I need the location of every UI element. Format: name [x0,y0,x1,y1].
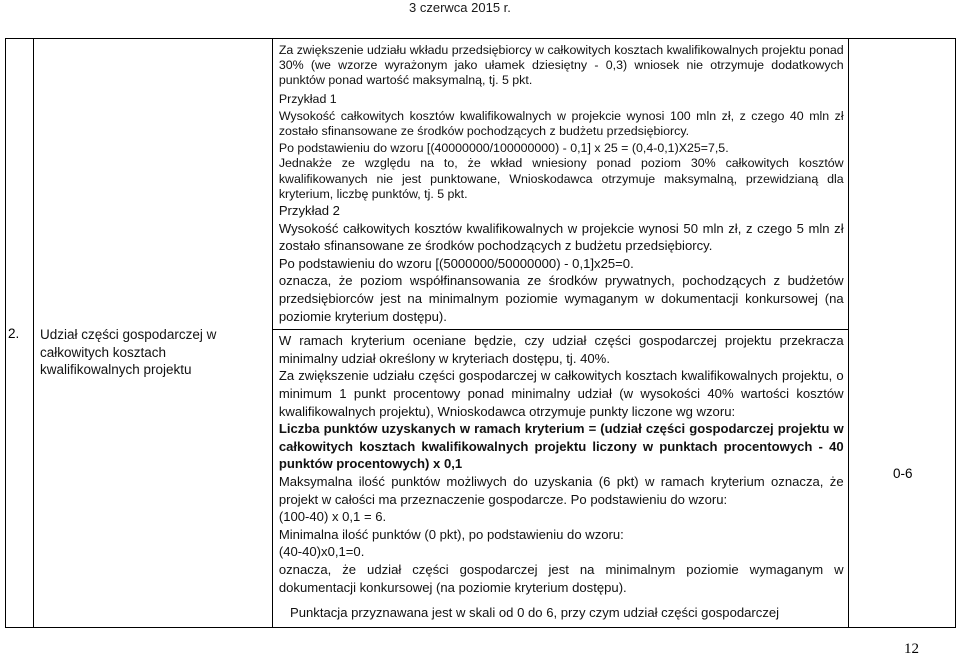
example2-formula: Po podstawieniu do wzoru [(5000000/50000000) - 0,1]x25=0. [278,255,634,271]
example2-heading: Przykład 2 [278,203,340,219]
main-paragraph-1: W ramach kryterium oceniane będzie, czy udział części gospodarczej projektu przekracza minimalny udział określony w kryteriach dostępu, tj. 40%. [273,329,848,367]
example1-formula: Po podstawieniu do wzoru [(40000000/100000000) - 0,1] x 25 = (0,4-0,1)X25=7,5. [278,141,729,156]
max-points-text: Maksymalna ilość punktów możliwych do uzyskania (6 pkt) w ramach kryterium oznacza, że projekt w całości ma przeznaczenie gospodarcze. Po podstawieniu do wzoru: [278,473,844,507]
max-points-calc: (100-40) x 0,1 = 6. [278,509,387,525]
min-points-conclusion: oznacza, że udział części gospodarczej jest na minimalnym poziomie wymaganym w dokumentacji konkursowej (na poziomie kryterium dostępu). [278,561,844,595]
points-range: 0-6 [893,466,913,481]
description-cell [272,39,848,628]
example1-heading: Przykład 1 [278,91,337,106]
row-number: 2. [8,326,20,341]
example1-text: Wysokość całkowitych kosztów kwalifikowalnych w projekcie wynosi 100 mln zł, z czego 40 mln zł zostało sfinansowane ze środków pochodzących z budżetu przedsiębiorcy. [278,108,844,139]
criterion-name: Udział części gospodarczej w całkowitych kosztach kwalifikowalnych projektu [40,327,217,377]
header-date: 3 czerwca 2015 r. [409,0,511,15]
example1-conclusion: Jednakże ze względu na to, że wkład wniesiony ponad poziom 30% całkowitych kosztów kwalifikowanych nie jest punktowane, Wnioskodawca otrzymuje maksymalną, przewidzianą dla kryterium, liczbę punktów, tj. 5 pkt. [278,156,844,201]
points-cell [848,39,955,628]
min-points-text: Minimalna ilość punktów (0 pkt), po podstawieniu do wzoru: [278,526,624,542]
min-points-calc: (40-40)x0,1=0. [278,544,365,560]
points-formula: Liczba punktów uzyskanych w ramach kryterium = (udział części gospodarczej projektu w całkowitych kosztach kwalifikowalnych projektu liczony w punktach procentowych - 40 punktów procentowych) x 0,1 [278,421,844,472]
example2-conclusion: oznacza, że poziom współfinansowania ze środków prywatnych, pochodzących z budżetów przedsiębiorców jest na minimalnym poziomie wymaganym w dokumentacji konkursowej (na poziomie kryterium dostępu). [278,273,844,324]
description-content [273,39,848,596]
bottom-continuation-text: Punktacja przyznawana jest w skali od 0 do 6, przy czym udział części gospodarczej [290,605,780,620]
example2-text: Wysokość całkowitych kosztów kwalifikowalnych w projekcie wynosi 50 mln zł, z czego 5 mln zł zostało sfinansowane ze środków pochodzących z budżetu przedsiębiorcy. [278,220,844,254]
page-number: 12 [904,641,919,657]
main-paragraph-2: Za zwiększenie udziału części gospodarczej w całkowitych kosztach kwalifikowalnych projektu, o minimum 1 punkt procentowy ponad minimalny udział (w wysokości 40% wartości kosztów kwalifikowalnych projektu), Wnioskodawca otrzymuje punkty liczone wg wzoru: [278,368,844,419]
intro-paragraph: Za zwiększenie udziału wkładu przedsiębiorcy w całkowitych kosztach kwalifikowalnych projektu ponad 30% (we wzorze wyrażonym jako ułamek dziesiętny - 0,3) wniosek nie otrzymuje dodatkowych punktów ponad wartość maksymalną, tj. 5 pkt. [278,43,844,88]
